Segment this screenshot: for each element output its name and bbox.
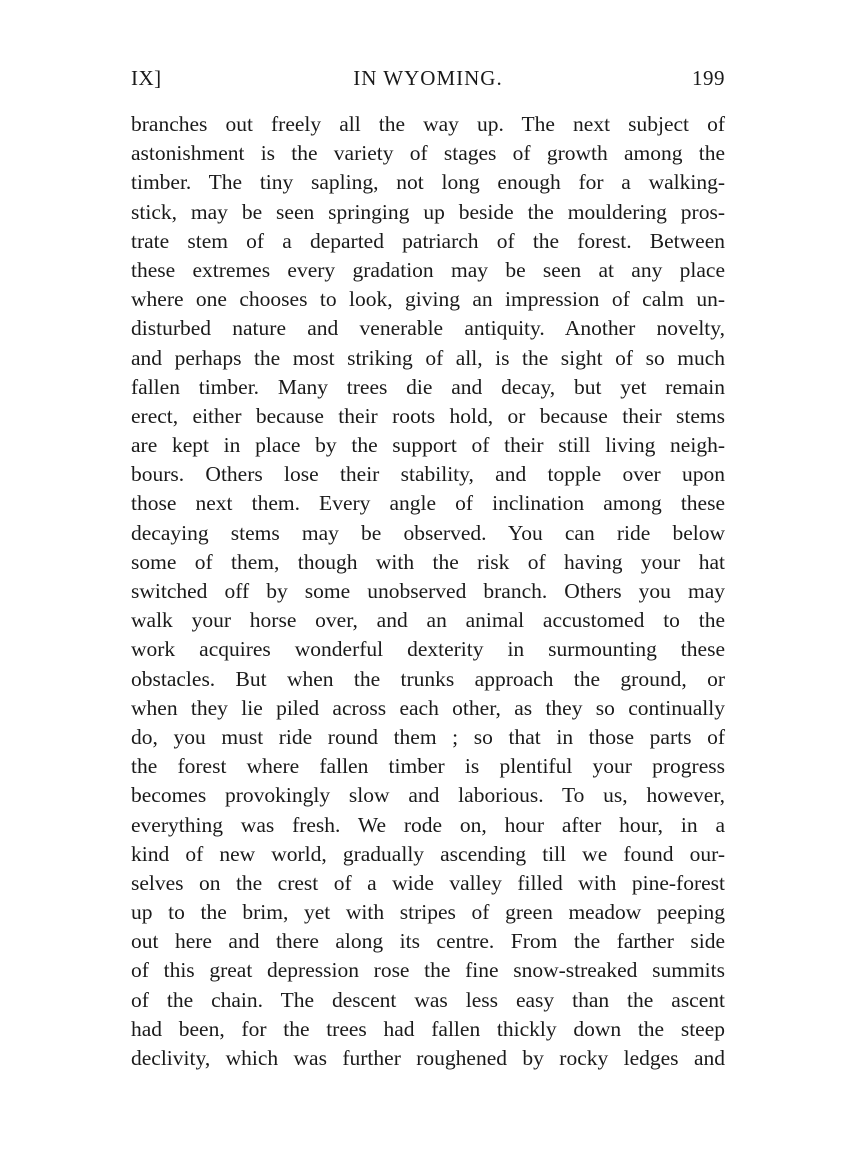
text-line: where one chooses to look, giving an impression of calm un- [131,287,725,312]
text-line: had been, for the trees had fallen thickly down the steep [131,1016,725,1041]
body-text [131,110,725,1073]
running-title: IN WYOMING. [353,66,503,90]
text-line: branches out freely all the way up. The next subject of [131,112,725,136]
text-line: decaying stems may be observed. You can ride below [131,520,725,545]
text-line: astonishment is the variety of stages of growth among the [131,141,725,166]
text-line: the forest where fallen timber is plentiful your progress [131,754,725,779]
text-line: some of them, though with the risk of having your hat [131,549,725,574]
running-head [131,66,725,96]
text-line: stick, may be seen springing up beside the mouldering pros- [131,199,725,224]
text-line: and perhaps the most striking of all, is the sight of so much [131,345,725,370]
text-line: obstacles. But when the trunks approach the ground, or [131,666,725,691]
text-line: do, you must ride round them ; so that in those parts of [131,724,725,749]
text-line: up to the brim, yet with stripes of green meadow peeping [131,900,725,925]
text-line: are kept in place by the support of their still living neigh- [131,433,725,458]
text-line: of this great depression rose the fine snow-streaked summits [131,958,725,983]
page-number: 199 [692,66,725,90]
text-line: when they lie piled across each other, as they so continually [131,695,725,720]
text-line: timber. The tiny sapling, not long enough for a walking- [131,170,725,195]
text-line: everything was fresh. We rode on, hour after hour, in a [131,812,725,837]
text-line: trate stem of a departed patriarch of the forest. Between [131,228,725,253]
text-line: those next them. Every angle of inclination among these [131,491,725,516]
text-line: kind of new world, gradually ascending till we found our- [131,841,725,866]
text-line: erect, either because their roots hold, or because their stems [131,403,725,428]
text-line: out here and there along its centre. From the farther side [131,929,725,954]
text-line: walk your horse over, and an animal accustomed to the [131,608,725,633]
text-line: work acquires wonderful dexterity in surmounting these [131,637,725,662]
text-line: these extremes every gradation may be seen at any place [131,257,725,282]
chapter-number: IX] [131,66,162,90]
text-line: selves on the crest of a wide valley filled with pine-forest [131,870,725,895]
text-line: switched off by some unobserved branch. Others you may [131,579,725,603]
text-line: fallen timber. Many trees die and decay, but yet remain [131,374,725,399]
text-line: bours. Others lose their stability, and topple over upon [131,462,725,487]
text-line: declivity, which was further roughened by rocky ledges and [131,1046,725,1070]
text-line: becomes provokingly slow and laborious. To us, however, [131,783,725,808]
text-line: disturbed nature and venerable antiquity. Another novelty, [131,316,725,341]
text-line: of the chain. The descent was less easy than the ascent [131,987,725,1012]
